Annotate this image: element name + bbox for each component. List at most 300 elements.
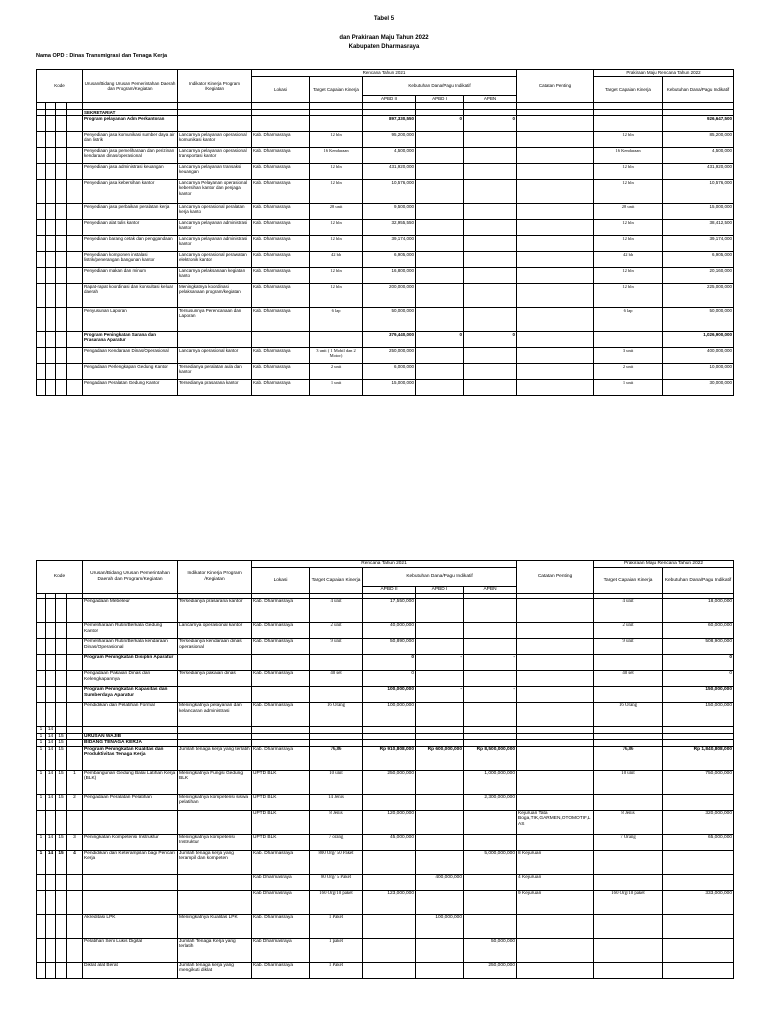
lokasi-cell: Kab. Dharmasraya [252, 599, 310, 623]
apbd-i-cell [416, 599, 464, 623]
apbd-i-cell [416, 164, 464, 180]
urusan-cell: BIDANG TENAGA KERJA [83, 740, 178, 747]
kode-cell [46, 639, 56, 655]
urusan-cell [83, 810, 178, 834]
kode-cell: 15 [56, 740, 67, 747]
apbn-cell [464, 890, 517, 914]
kode-cell [37, 132, 46, 148]
kode-cell [37, 164, 46, 180]
apbn-cell [464, 623, 517, 639]
apbd-ii-cell: 250,000,000 [363, 770, 416, 794]
kode-cell [46, 874, 56, 890]
indikator-cell [178, 810, 252, 834]
apbd-i-cell: 0 [416, 332, 464, 348]
table-row [37, 703, 734, 727]
kebutuhan-2022-cell: 400,000,000 [663, 348, 734, 364]
kode-cell [56, 180, 67, 204]
indikator-cell: Jumlah tenaga kerja yang mengikuti diklat [178, 962, 252, 978]
urusan-cell: Penyediaan jasa kebersihan kantor [83, 180, 178, 204]
table-row [37, 284, 734, 308]
indikator-cell: Lancarnya pelaksanaan kegiatan kanto [178, 268, 252, 284]
catatan-cell [517, 348, 594, 364]
head-catatan: Catatan Penting [517, 70, 594, 103]
apbd-i-cell [416, 962, 464, 978]
apbd-i-cell [416, 890, 464, 914]
apbd-ii-cell: 0 [363, 671, 416, 687]
kode-cell [37, 655, 46, 671]
kode-cell [67, 639, 83, 655]
kebutuhan-2022-cell [663, 850, 734, 874]
kode-cell [46, 252, 56, 268]
table-row [37, 770, 734, 794]
kebutuhan-2022-cell: 10,576,000 [663, 180, 734, 204]
kebutuhan-2022-cell: 39,174,000 [663, 236, 734, 252]
target-2022-cell: 76,86 [594, 746, 663, 770]
indikator-cell [178, 890, 252, 914]
kode-cell [56, 639, 67, 655]
kode-cell [37, 810, 46, 834]
kode-cell [46, 599, 56, 623]
target-cell: 76,86 [310, 746, 363, 770]
kode-cell [67, 874, 83, 890]
kode-cell [37, 364, 46, 380]
kode-cell [46, 703, 56, 727]
table-row [37, 810, 734, 834]
catatan-cell [517, 364, 594, 380]
head-kode: Kode [37, 70, 83, 103]
urusan-cell: Program pelayanan Adm Perkantoran [83, 116, 178, 132]
kebutuhan-2022-cell: 333,000,000 [663, 890, 734, 914]
table-number: Tabel 5 [373, 16, 395, 22]
indikator-cell: Meningkatnya pelayanan dan kelancaran administrasi [178, 703, 252, 727]
target-cell: 28 unit [310, 204, 363, 220]
apbd-ii-cell: 95,200,000 [363, 132, 416, 148]
urusan-cell: Pendidikan dan Pelatihan Formal [83, 703, 178, 727]
table-row [37, 252, 734, 268]
urusan-cell [83, 890, 178, 914]
kode-cell [67, 268, 83, 284]
table-row [37, 794, 734, 810]
kode-cell [37, 671, 46, 687]
kode-cell: 14 [46, 834, 56, 850]
apbd-i-cell [416, 348, 464, 364]
table-row [37, 890, 734, 914]
apbd-ii-cell: 9,500,000 [363, 204, 416, 220]
apbd-ii-cell: 431,920,000 [363, 164, 416, 180]
kode-cell [46, 268, 56, 284]
apbd-ii-cell [363, 938, 416, 962]
kode-cell [46, 671, 56, 687]
lokasi-cell: Kab. Dharmasraya [252, 914, 310, 938]
kode-cell [56, 671, 67, 687]
apbd-i-cell [416, 671, 464, 687]
kode-cell [46, 284, 56, 308]
target-2022-cell [594, 938, 663, 962]
kode-cell [46, 204, 56, 220]
kode-cell [56, 148, 67, 164]
urusan-cell: Penyediaan komponen instalasi listrik/penerangan bangunan kantor [83, 252, 178, 268]
kebutuhan-2022-cell: 320,000,000 [663, 810, 734, 834]
apbn-cell: 0 [464, 116, 517, 132]
target-cell: 12 bln [310, 220, 363, 236]
lokasi-cell [252, 687, 310, 703]
head-indikator: Indikator Kinerja Program /Kegiatan [178, 561, 252, 594]
apbd-ii-cell: 17,550,000 [363, 599, 416, 623]
apbn-cell [464, 164, 517, 180]
lokasi-cell: Kab. Dharmasraya [252, 164, 310, 180]
target-2022-cell: 16 Kendaraan [594, 148, 663, 164]
apbn-cell [464, 236, 517, 252]
catatan-cell [517, 914, 594, 938]
urusan-cell: Penyediaan makan dan minum [83, 268, 178, 284]
target-2022-cell: 4 unit [594, 599, 663, 623]
target-cell: 12 bln [310, 164, 363, 180]
target-cell: 8 Jenis [310, 810, 363, 834]
apbn-cell [464, 874, 517, 890]
lokasi-cell: Kab. Dharmasraya [252, 639, 310, 655]
apbd-i-cell [416, 380, 464, 396]
apbd-ii-cell [363, 962, 416, 978]
lokasi-cell: Kab. Dharmasraya [252, 268, 310, 284]
kode-cell [67, 380, 83, 396]
table-row [37, 364, 734, 380]
kode-cell: 3 [67, 834, 83, 850]
table-row [37, 687, 734, 703]
kode-cell [67, 116, 83, 132]
target-2022-cell [594, 116, 663, 132]
catatan-cell [517, 180, 594, 204]
lokasi-cell: Kab. Dharmasraya [252, 180, 310, 204]
indikator-cell: Lancarnya pelayanan administrasi kantor [178, 220, 252, 236]
indikator-cell: Tersusunnya Perencanaan dan Laporan [178, 308, 252, 332]
kode-cell [56, 380, 67, 396]
apbd-ii-cell [363, 794, 416, 810]
kode-cell [67, 148, 83, 164]
table-row [37, 204, 734, 220]
kebutuhan-2022-cell: 15,000,000 [663, 204, 734, 220]
lokasi-cell: Kab. Dharmasraya [252, 308, 310, 332]
target-2022-cell: 9 unit [594, 639, 663, 655]
apbn-cell: 50,000,000 [464, 938, 517, 962]
kode-cell [46, 380, 56, 396]
kode-cell [67, 332, 83, 348]
target-2022-cell: 12 bln [594, 180, 663, 204]
catatan-cell [517, 204, 594, 220]
urusan-cell: Pengadaan Perlengkapan Gedung Kantor [83, 364, 178, 380]
apbd-i-cell: - [416, 687, 464, 703]
head-kebutuhan-2022: Kebutuhan Dana/Pagu Indikatif [663, 77, 734, 103]
catatan-cell: Kejuruan Tata Boga,TIK,GARMEN,OTOMOTIF,L AS [517, 810, 594, 834]
apbd-i-cell [416, 308, 464, 332]
apbn-cell [464, 148, 517, 164]
kode-cell [37, 332, 46, 348]
lokasi-cell [252, 116, 310, 132]
kode-cell [56, 810, 67, 834]
target-2022-cell [594, 687, 663, 703]
urusan-cell: Pemeliharaan Rutin/Berkala kendaraan Dinas/Operasional [83, 639, 178, 655]
target-cell: 4 unit [310, 599, 363, 623]
kode-cell [46, 938, 56, 962]
apbd-i-cell [416, 770, 464, 794]
kode-cell [37, 703, 46, 727]
kode-cell [46, 236, 56, 252]
kode-cell [67, 252, 83, 268]
catatan-cell [517, 268, 594, 284]
kode-cell [67, 236, 83, 252]
kode-cell [46, 962, 56, 978]
target-cell: 10 unit [310, 770, 363, 794]
kode-cell [56, 655, 67, 671]
indikator-cell [178, 116, 252, 132]
target-cell: 1 unit [310, 380, 363, 396]
kode-cell [46, 180, 56, 204]
kode-cell [46, 890, 56, 914]
apbd-ii-cell: 45,000,000 [363, 834, 416, 850]
apbd-ii-cell: 16,800,000 [363, 268, 416, 284]
catatan-cell [517, 938, 594, 962]
urusan-cell: Penyediaan jasa pemeliharaan dan perizinan kendaraan dinas/operasional [83, 148, 178, 164]
catatan-cell: 8 Kejuruan [517, 850, 594, 874]
apbd-i-cell: 400,000,000 [416, 874, 464, 890]
kode-cell [37, 874, 46, 890]
indikator-cell [178, 874, 252, 890]
indikator-cell [178, 687, 252, 703]
apbd-ii-cell: 39,174,000 [363, 236, 416, 252]
catatan-cell [517, 148, 594, 164]
target-cell: 800 Org/ 50 Paket [310, 850, 363, 874]
kode-cell [67, 671, 83, 687]
lokasi-cell: Kab Dharmasraya [252, 938, 310, 962]
kode-cell: 14 [46, 746, 56, 770]
urusan-cell: Penyediaan barang cetak dan penggandaan [83, 236, 178, 252]
head-prakiraan: Prakiraan Maju Rencana Tahun 2022 [594, 561, 734, 568]
target-2022-cell: 40 set [594, 671, 663, 687]
apbd-i-cell [416, 794, 464, 810]
head-apbn: APBN [464, 96, 517, 103]
urusan-cell: Penyediaan alat tulis kantor [83, 220, 178, 236]
kode-cell: 1 [37, 850, 46, 874]
kode-cell [37, 116, 46, 132]
kode-cell [67, 364, 83, 380]
target-cell: 1 Paket [310, 914, 363, 938]
apbn-cell: 5,000,000,000 [464, 850, 517, 874]
kode-cell [37, 962, 46, 978]
target-2022-cell: 12 bln [594, 236, 663, 252]
target-cell: 16 Orang [310, 703, 363, 727]
indikator-cell: Lancarnya pelayanan transaksi keuangan [178, 164, 252, 180]
kode-cell: 14 [46, 733, 56, 740]
apbd-ii-cell: Rp 910,808,000 [363, 746, 416, 770]
urusan-cell: Penyediaan jasa perbaikan peralatan kerja [83, 204, 178, 220]
indikator-cell: Tersedianya pakaian dinas [178, 671, 252, 687]
catatan-cell [517, 132, 594, 148]
target-cell: 12 bln [310, 236, 363, 252]
target-2022-cell: 12 bln [594, 284, 663, 308]
head-prakiraan: Prakiraan Maju Rencana Tahun 2022 [594, 70, 734, 77]
kode-cell [46, 348, 56, 364]
target-cell: 1 paket [310, 938, 363, 962]
catatan-cell [517, 655, 594, 671]
kode-cell [37, 639, 46, 655]
head-target-2022: Target Capaian Kinerja [594, 77, 663, 103]
apbd-i-cell [416, 148, 464, 164]
apbd-i-cell: 100,000,000 [416, 914, 464, 938]
kode-cell [37, 268, 46, 284]
target-2022-cell [594, 332, 663, 348]
head-apbn: APBN [464, 587, 517, 594]
target-cell [310, 116, 363, 132]
head-urusan: Urusan/Bidang Urusan Pemerintahan Daerah dan Program/Kegiatan [83, 70, 178, 103]
indikator-cell [178, 655, 252, 671]
kebutuhan-2022-cell [663, 914, 734, 938]
lokasi-cell: UPTD BLK [252, 770, 310, 794]
target-cell [310, 332, 363, 348]
kode-cell: 1 [37, 727, 46, 734]
target-cell: 3 unit ( 1 Mobil dan 2 Motor) [310, 348, 363, 364]
kode-cell [67, 132, 83, 148]
indikator-cell: Tersedianya prasarana kantor [178, 599, 252, 623]
indikator-cell: Lancarnya Pelayanan operasional kebersihan kantor dan penjaga kantor [178, 180, 252, 204]
kode-cell [56, 874, 67, 890]
urusan-cell: Program Peningkatan Kualitas dan Produktivitas Tenaga Kerja [83, 746, 178, 770]
kode-cell: 15 [56, 733, 67, 740]
kode-cell [37, 308, 46, 332]
target-2022-cell [594, 962, 663, 978]
target-2022-cell [594, 850, 663, 874]
kebutuhan-2022-cell: 431,920,000 [663, 164, 734, 180]
apbn-cell [464, 834, 517, 850]
kode-cell [46, 308, 56, 332]
kode-cell [56, 308, 67, 332]
kode-cell [56, 703, 67, 727]
apbd-i-cell: Rp 600,000,000 [416, 746, 464, 770]
head-kebutuhan-2022: Kebutuhan Dana/Pagu Indikatif [663, 568, 734, 594]
head-kebutuhan: Kebutuhan Dana/Pagu Indikatif [363, 568, 517, 587]
lokasi-cell: Kab. Dharmasraya [252, 236, 310, 252]
kode-cell [67, 308, 83, 332]
target-cell: 1 Paket [310, 962, 363, 978]
catatan-cell [517, 962, 594, 978]
lokasi-cell: Kab. Dharmasraya [252, 746, 310, 770]
kode-cell [67, 810, 83, 834]
kebutuhan-2022-cell: 6,905,000 [663, 252, 734, 268]
kebutuhan-2022-cell: 65,000,000 [663, 834, 734, 850]
kode-cell [67, 284, 83, 308]
apbd-i-cell: 0 [416, 116, 464, 132]
apbd-i-cell [416, 850, 464, 874]
kode-cell [37, 687, 46, 703]
catatan-cell [517, 164, 594, 180]
indikator-cell: Lancarnya operasional perawatan elektronik kantor [178, 252, 252, 268]
kode-cell [67, 703, 83, 727]
urusan-cell: Pembangunan Gedung Balai Latihan Kerja (BLK) [83, 770, 178, 794]
apbn-cell [464, 639, 517, 655]
apbd-ii-cell: 10,576,000 [363, 180, 416, 204]
urusan-cell: Akreditasi LPK [83, 914, 178, 938]
lokasi-cell: Kab. Dharmasraya [252, 962, 310, 978]
target-2022-cell: 7 Orang [594, 834, 663, 850]
kode-cell [37, 348, 46, 364]
kode-cell [56, 116, 67, 132]
kode-cell [56, 284, 67, 308]
head-apbd-ii: APBD II [363, 96, 416, 103]
kode-cell [37, 284, 46, 308]
apbd-ii-cell: 40,000,000 [363, 623, 416, 639]
kode-cell: 14 [46, 850, 56, 874]
kode-cell [67, 348, 83, 364]
apbd-ii-cell: 100,000,000 [363, 703, 416, 727]
table-row [37, 639, 734, 655]
apbd-ii-cell: 100,000,000 [363, 687, 416, 703]
kode-cell [67, 962, 83, 978]
target-cell: 80 Org/ 5 Paket [310, 874, 363, 890]
urusan-cell: Pengadaan Kendaraan Dinas/Operasional [83, 348, 178, 364]
kebutuhan-2022-cell: 18,000,000 [663, 599, 734, 623]
kebutuhan-2022-cell: 750,000,000 [663, 770, 734, 794]
target-2022-cell [594, 794, 663, 810]
catatan-cell [517, 639, 594, 655]
lokasi-cell: Kab. Dharmasraya [252, 220, 310, 236]
target-2022-cell: 1 unit [594, 380, 663, 396]
table-row [37, 148, 734, 164]
target-2022-cell: 12 bln [594, 132, 663, 148]
urusan-cell: Pengadaan Peralatan Pelatihan [83, 794, 178, 810]
apbn-cell [464, 180, 517, 204]
kebutuhan-2022-cell: 60,000,000 [663, 623, 734, 639]
kode-cell [56, 364, 67, 380]
kode-cell [37, 236, 46, 252]
apbd-ii-cell: 379,440,000 [363, 332, 416, 348]
head-rencana: Rencana Tahun 2021 [252, 561, 517, 568]
catatan-cell [517, 687, 594, 703]
kebutuhan-2022-cell: 1,026,900,000 [663, 332, 734, 348]
apbd-i-cell [416, 204, 464, 220]
kode-cell [46, 132, 56, 148]
apbd-ii-cell: 123,000,000 [363, 890, 416, 914]
kode-cell: 1 [37, 834, 46, 850]
head-target: Target Capaian Kinerja [310, 568, 363, 594]
table-row [37, 116, 734, 132]
table-row [37, 834, 734, 850]
table-row [37, 938, 734, 962]
urusan-cell: Pendidikan dan Keterampilan bagi Pencari Kerja [83, 850, 178, 874]
kode-cell [67, 180, 83, 204]
lokasi-cell: Kab. Dharmasraya [252, 252, 310, 268]
apbd-ii-cell [363, 874, 416, 890]
urusan-cell: Rapat-rapat koordinasi dan konsultasi keluar daerah [83, 284, 178, 308]
kode-cell [46, 687, 56, 703]
catatan-cell [517, 284, 594, 308]
lokasi-cell: Kab. Dharmasraya [252, 380, 310, 396]
kebutuhan-2022-cell: 4,500,000 [663, 148, 734, 164]
lokasi-cell: Kab. Dharmasraya [252, 148, 310, 164]
section-sekretariat: SEKRETARIAT [83, 110, 178, 116]
head-indikator: Indikator Kinerja Program /Kegiatan [178, 70, 252, 103]
kebutuhan-2022-cell: 150,000,000 [663, 703, 734, 727]
kode-cell: 15 [56, 770, 67, 794]
table-row [37, 348, 734, 364]
catatan-cell [517, 332, 594, 348]
kode-cell: 15 [56, 794, 67, 810]
table-row [37, 962, 734, 978]
kode-cell [46, 148, 56, 164]
head-rencana: Rencana Tahun 2021 [252, 70, 517, 77]
urusan-cell: Program Peningkatan Disiplin Aparatur [83, 655, 178, 671]
kebutuhan-2022-cell: 0 [663, 671, 734, 687]
kode-cell [56, 332, 67, 348]
kode-cell [56, 890, 67, 914]
target-2022-cell [594, 655, 663, 671]
